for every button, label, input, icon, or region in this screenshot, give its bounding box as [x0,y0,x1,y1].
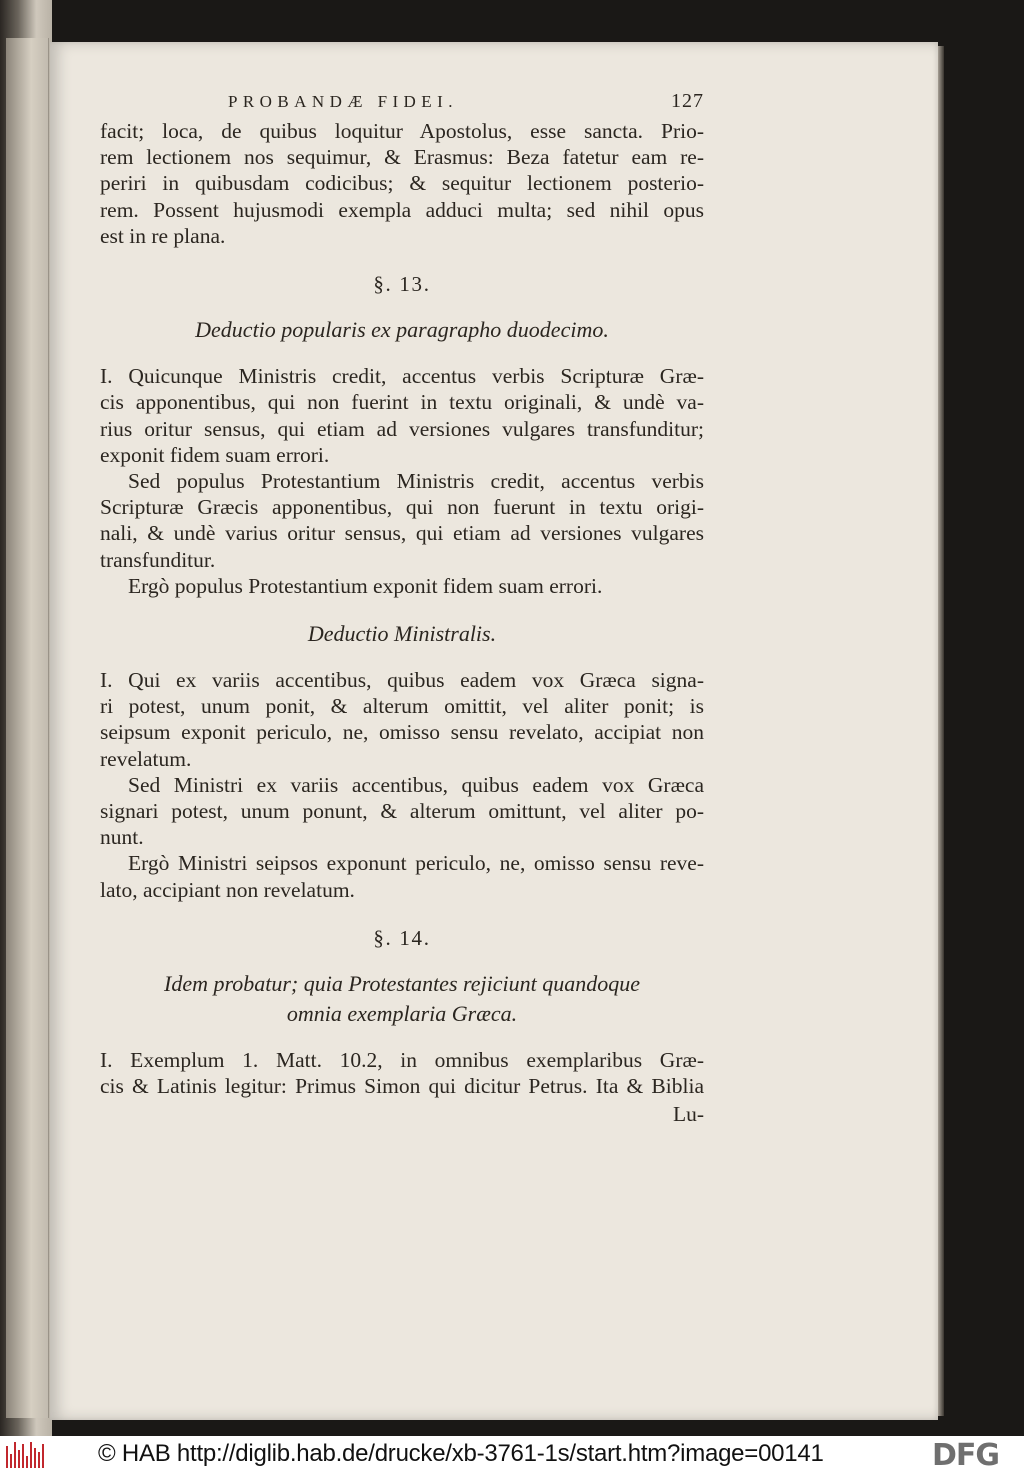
copyright-url[interactable]: © HAB http://diglib.hab.de/drucke/xb-3761-1s/start.htm?image=00141 [98,1440,824,1467]
heading-line: Idem probatur; quia Protestantes rejiciunt quandoque [164,971,640,997]
dfg-logo: DFG [932,1438,1000,1473]
ministral-minor-premise [100,772,704,851]
section-14-title: §. 14. [373,925,431,950]
hab-barcode-icon [6,1440,46,1468]
text-line: ri potest, unum ponit, & alterum omittit, vel aliter ponit; is [100,694,704,719]
example-paragraph [100,1047,704,1099]
viewer-footer [0,1436,1024,1474]
popular-major-premise [100,363,704,468]
section-13-title: §. 13. [373,272,431,297]
text-line: signari potest, unum ponunt, & alterum omittunt, vel aliter po- [100,799,704,824]
ministral-conclusion [100,850,704,902]
catchword: Lu- [672,1102,704,1127]
text-line: revelatum. [100,746,192,771]
heading-idem-probatur [100,969,704,1029]
text-line: periri in quibusdam codicibus; & sequitur lectionem posterio- [100,171,704,196]
text-line: rem lectionem nos sequimur, & Erasmus: Beza fatetur eam re- [100,145,704,170]
running-head-title: PROBANDÆ FIDEI. [228,92,458,111]
text-line: I. Quicunque Ministris credit, accentus verbis Scripturæ Græ- [100,364,704,389]
text-line: lato, accipiant non revelatum. [100,877,355,902]
text-line: Scripturæ Græcis apponentibus, qui non fuerunt in textu origi- [100,495,704,520]
heading-popular-deduction: Deductio popularis ex paragrapho duodecimo. [195,317,609,343]
text-line: Sed Ministri ex variis accentibus, quibus eadem vox Græca [128,772,704,797]
text-line: cis & Latinis legitur: Primus Simon qui dicitur Petrus. Ita & Biblia [100,1074,704,1099]
heading-line: omnia exemplaria Græca. [286,1001,518,1027]
page-edge-shadow [938,46,944,1416]
running-head [100,88,704,118]
text-line: I. Qui ex variis accentibus, quibus eadem vox Græca signa- [100,668,704,693]
paragraph-opening [100,118,704,249]
text-line: nali, & undè varius oritur sensus, qui etiam ad versiones vulgares [100,521,704,546]
text-line: facit; loca, de quibus loquitur Apostolus, esse sancta. Prio- [100,119,704,143]
popular-conclusion: Ergò populus Protestantium exponit fidem suam errori. [128,573,603,598]
ministral-major-premise [100,667,704,772]
text-line: nunt. [100,825,144,850]
page-number: 127 [671,90,704,112]
text-line: est in re plana. [100,223,226,248]
text-line: transfunditur. [100,547,216,572]
heading-ministral-deduction: Deductio Ministralis. [307,621,497,647]
text-line: rem. Possent hujusmodi exempla adduci multa; sed nihil opus [100,197,704,222]
text-line: I. Exemplum 1. Matt. 10.2, in omnibus exemplaribus Græ- [100,1048,704,1073]
text-line: cis apponentibus, qui non fuerint in textu originali, & undè va- [100,390,704,415]
text-line: seipsum exponit periculo, ne, omisso sensu revelato, accipiat non [100,720,704,745]
text-line: Sed populus Protestantium Ministris credit, accentus verbis [128,469,704,494]
popular-minor-premise [100,468,704,573]
left-page-edge [6,38,49,1418]
text-line: Ergò Ministri seipsos exponunt periculo, ne, omisso sensu reve- [128,851,704,876]
page-text [100,88,704,1128]
text-line: exponit fidem suam errori. [100,442,330,467]
text-line: rius oritur sensus, qui etiam ad versiones vulgares transfunditur; [100,416,704,441]
